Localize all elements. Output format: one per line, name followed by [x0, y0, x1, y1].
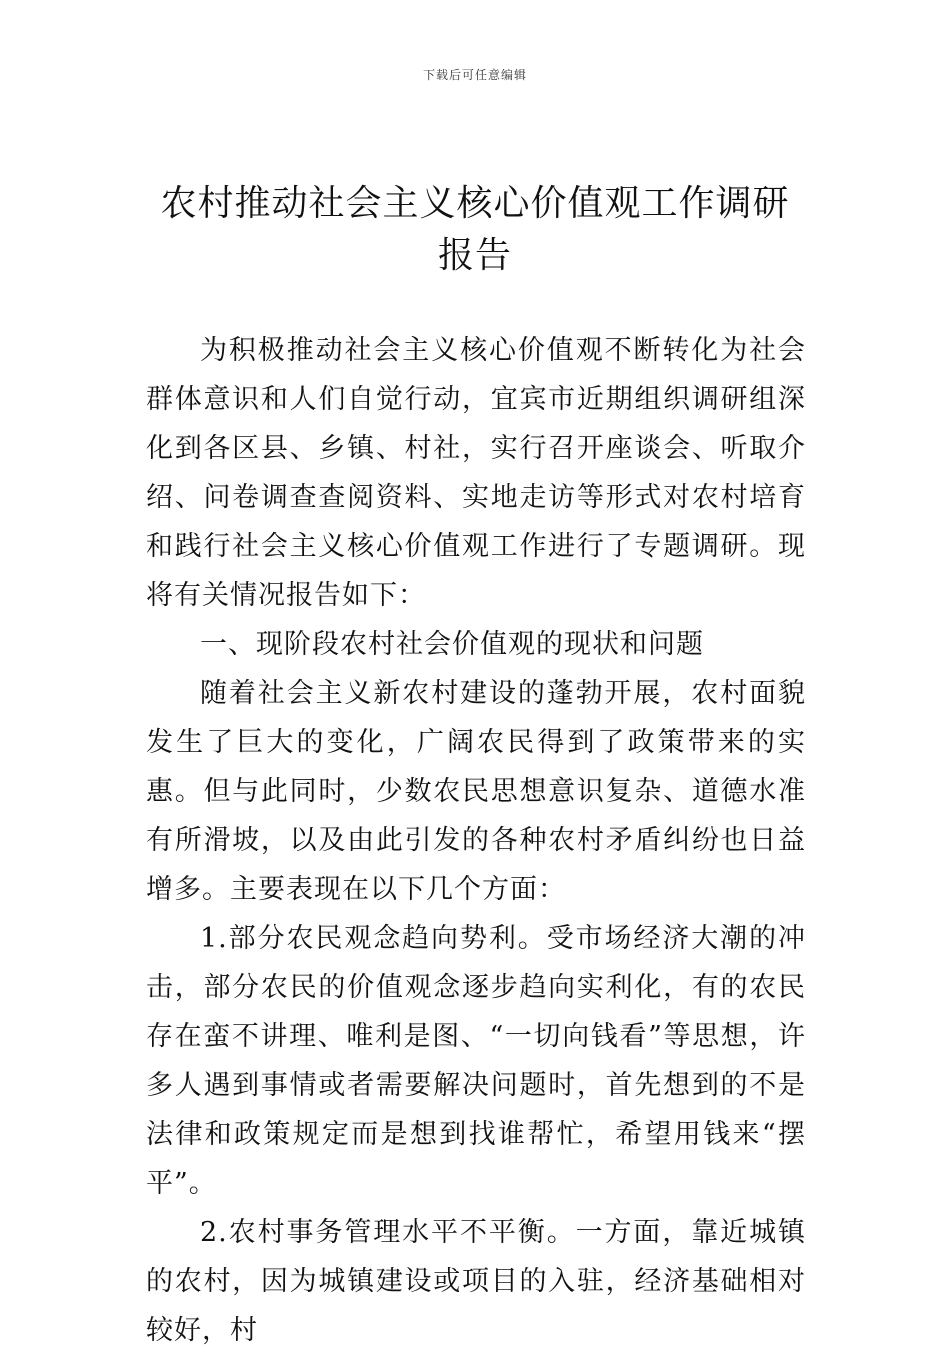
- paragraph-intro: 为积极推动社会主义核心价值观不断转化为社会群体意识和人们自觉行动，宜宾市近期组织调研组深化到各区县、乡镇、村社，实行召开座谈会、听取介绍、问卷调查查阅资料、实地走访等形式对农村培育和践行社会主义核心价值观工作进行了专题调研。现将有关情况报告如下：: [146, 335, 806, 611]
- paragraph-item-2: 2.农村事务管理水平不平衡。一方面，靠近城镇的农村，因为城镇建设或项目的入驻，经济基础相对较好，村: [146, 1217, 806, 1346]
- section-heading-1: 一、现阶段农村社会价值观的现状和问题: [200, 629, 704, 660]
- header-note: 下载后可任意编辑: [422, 68, 527, 82]
- document-title: 农村推动社会主义核心价值观工作调研报告: [160, 183, 790, 276]
- document-body: [146, 326, 806, 1355]
- paragraph-overview: 随着社会主义新农村建设的蓬勃开展，农村面貌发生了巨大的变化，广阔农民得到了政策带来的实惠。但与此同时，少数农民思想意识复杂、道德水准有所滑坡，以及由此引发的各种农村矛盾纠纷也日益增多。主要表现在以下几个方面：: [146, 678, 806, 905]
- paragraph-item-1: 1.部分农民观念趋向势利。受市场经济大潮的冲击，部分农民的价值观念逐步趋向实利化，有的农民存在蛮不讲理、唯利是图、“一切向钱看”等思想，许多人遇到事情或者需要解决问题时，首先想到的不是法律和政策规定而是想到找谁帮忙，希望用钱来“摆平”。: [146, 923, 806, 1199]
